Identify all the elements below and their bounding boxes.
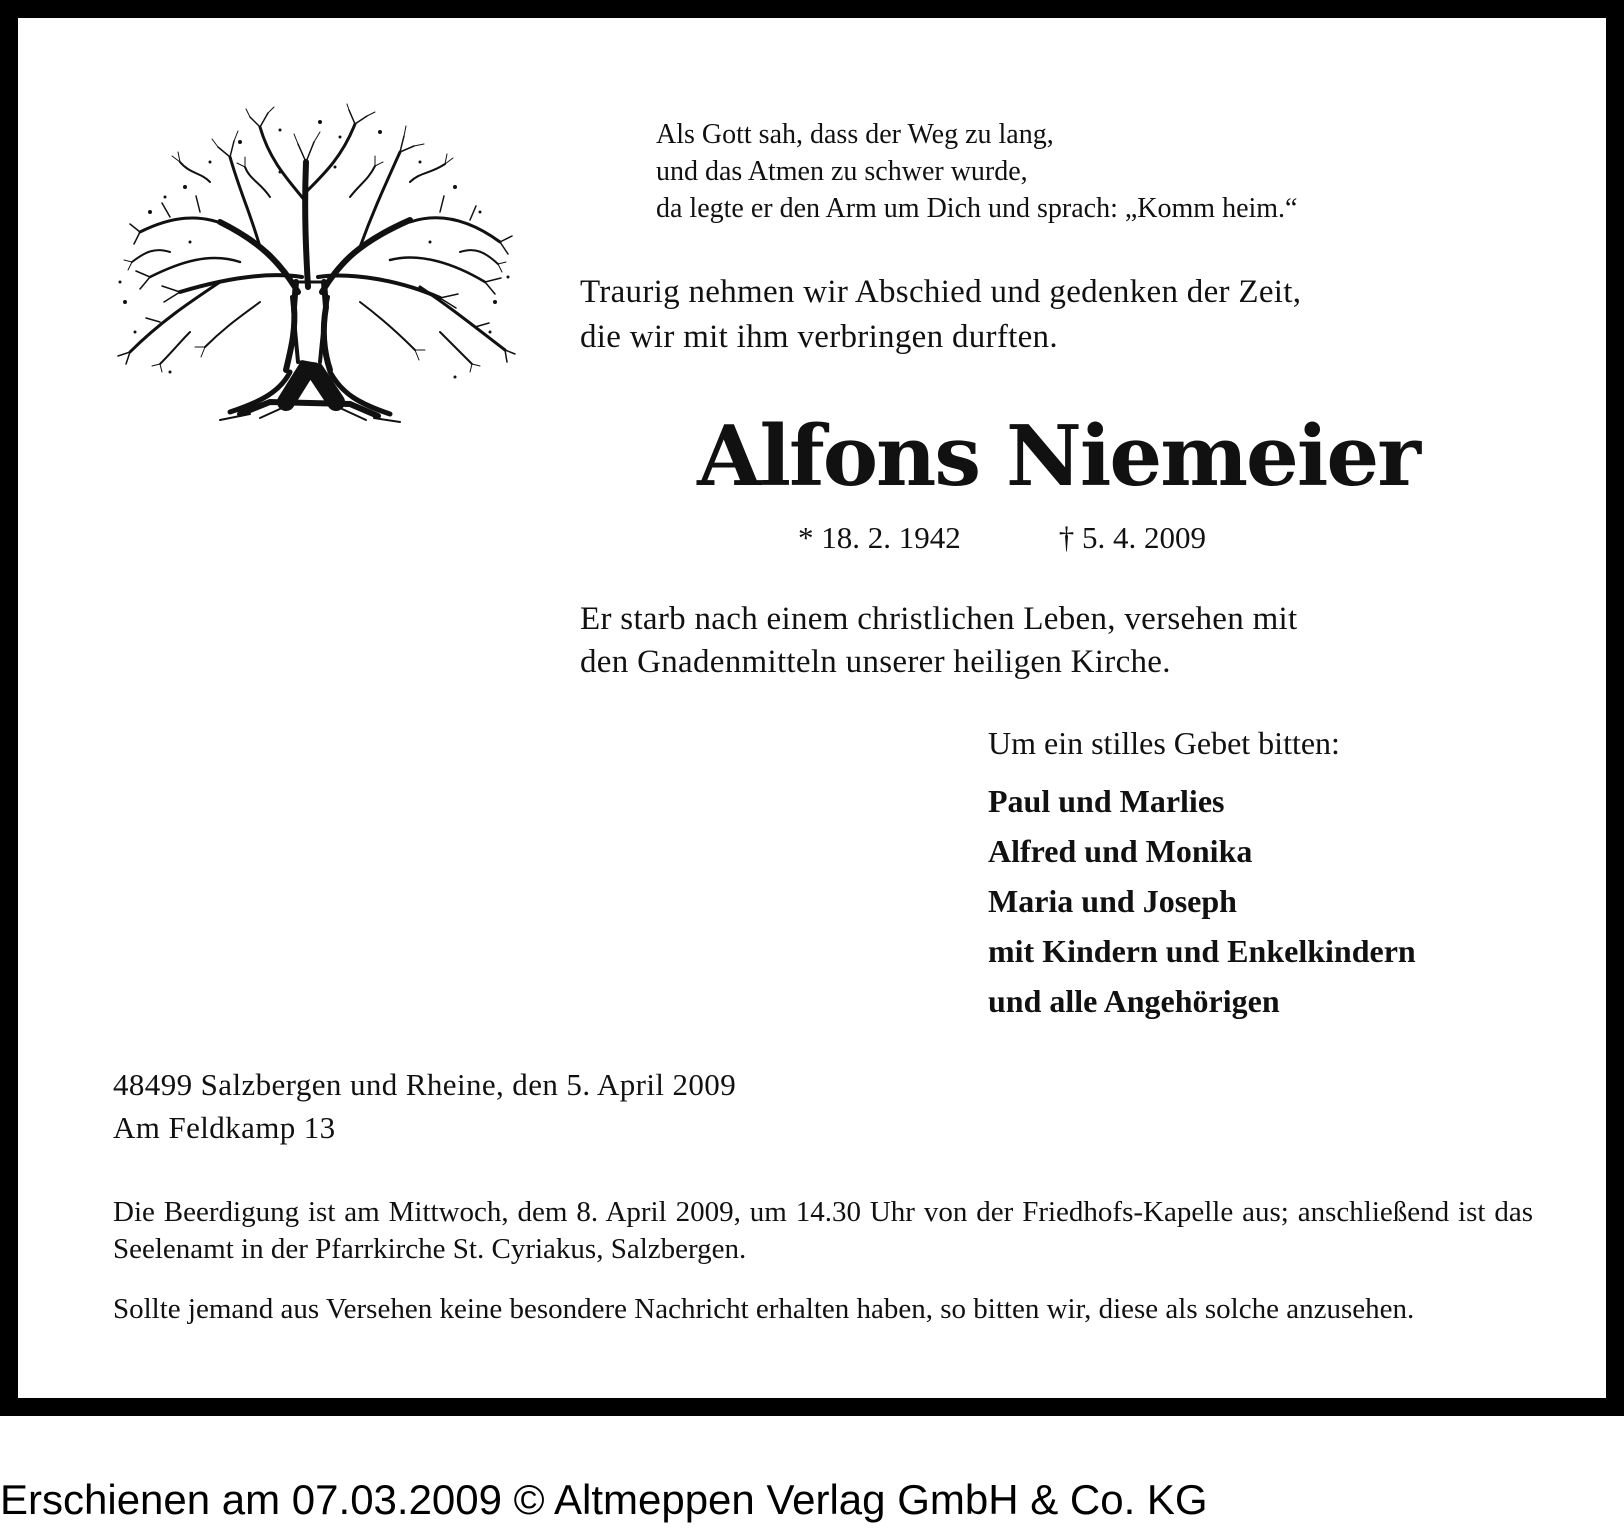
address-block: [113, 1063, 736, 1149]
mourner-name: und alle Angehörigen: [988, 983, 1280, 1019]
poem-line: Als Gott sah, dass der Weg zu lang,: [656, 119, 1054, 150]
life-dates: [798, 518, 1206, 558]
poem-line: und das Atmen zu schwer wurde,: [656, 156, 1028, 187]
poem-line: da legte er den Arm um Dich und sprach: „Komm heim.“: [656, 193, 1298, 224]
faith-line: den Gnadenmitteln unserer heiligen Kirche.: [580, 644, 1171, 680]
burial-info: Die Beerdigung ist am Mittwoch, dem 8. April 2009, um 14.30 Uhr von der Friedhofs-Kapelle aus; anschließend ist das Seelenamt in der Pfarrkirche St. Cyriakus, Salzbergen.: [113, 1196, 1533, 1265]
notice-text: Sollte jemand aus Versehen keine besondere Nachricht erhalten haben, so bitten wir, diese als solche anzusehen.: [113, 1293, 1415, 1325]
publication-footer: Erschienen am 07.03.2009 © Altmeppen Verlag GmbH & Co. KG: [0, 1476, 1208, 1523]
mourner-name: Alfred und Monika: [988, 833, 1253, 869]
faith-line: Er starb nach einem christlichen Leben, versehen mit: [580, 601, 1298, 637]
mourning-line: die wir mit ihm verbringen durften.: [580, 319, 1058, 355]
tree-icon: [110, 102, 518, 448]
poem: [656, 116, 1297, 227]
mourning-line: Traurig nehmen wir Abschied und gedenken der Zeit,: [580, 274, 1302, 310]
street-address: Am Feldkamp 13: [113, 1110, 336, 1145]
prayer-request: Um ein stilles Gebet bitten:: [988, 725, 1340, 761]
deceased-name: Alfons Niemeier: [697, 407, 1419, 505]
mourner-name: mit Kindern und Enkelkindern: [988, 933, 1416, 969]
mourning-text: [580, 270, 1301, 360]
mourner-name: Maria und Joseph: [988, 883, 1237, 919]
death-date: † 5. 4. 2009: [1058, 520, 1206, 555]
place-date: 48499 Salzbergen und Rheine, den 5. April 2009: [113, 1067, 737, 1102]
mourners-list: [988, 776, 1416, 1026]
faith-text: [580, 598, 1298, 684]
mourner-name: Paul und Marlies: [988, 783, 1225, 819]
birth-date: * 18. 2. 1942: [798, 520, 961, 555]
